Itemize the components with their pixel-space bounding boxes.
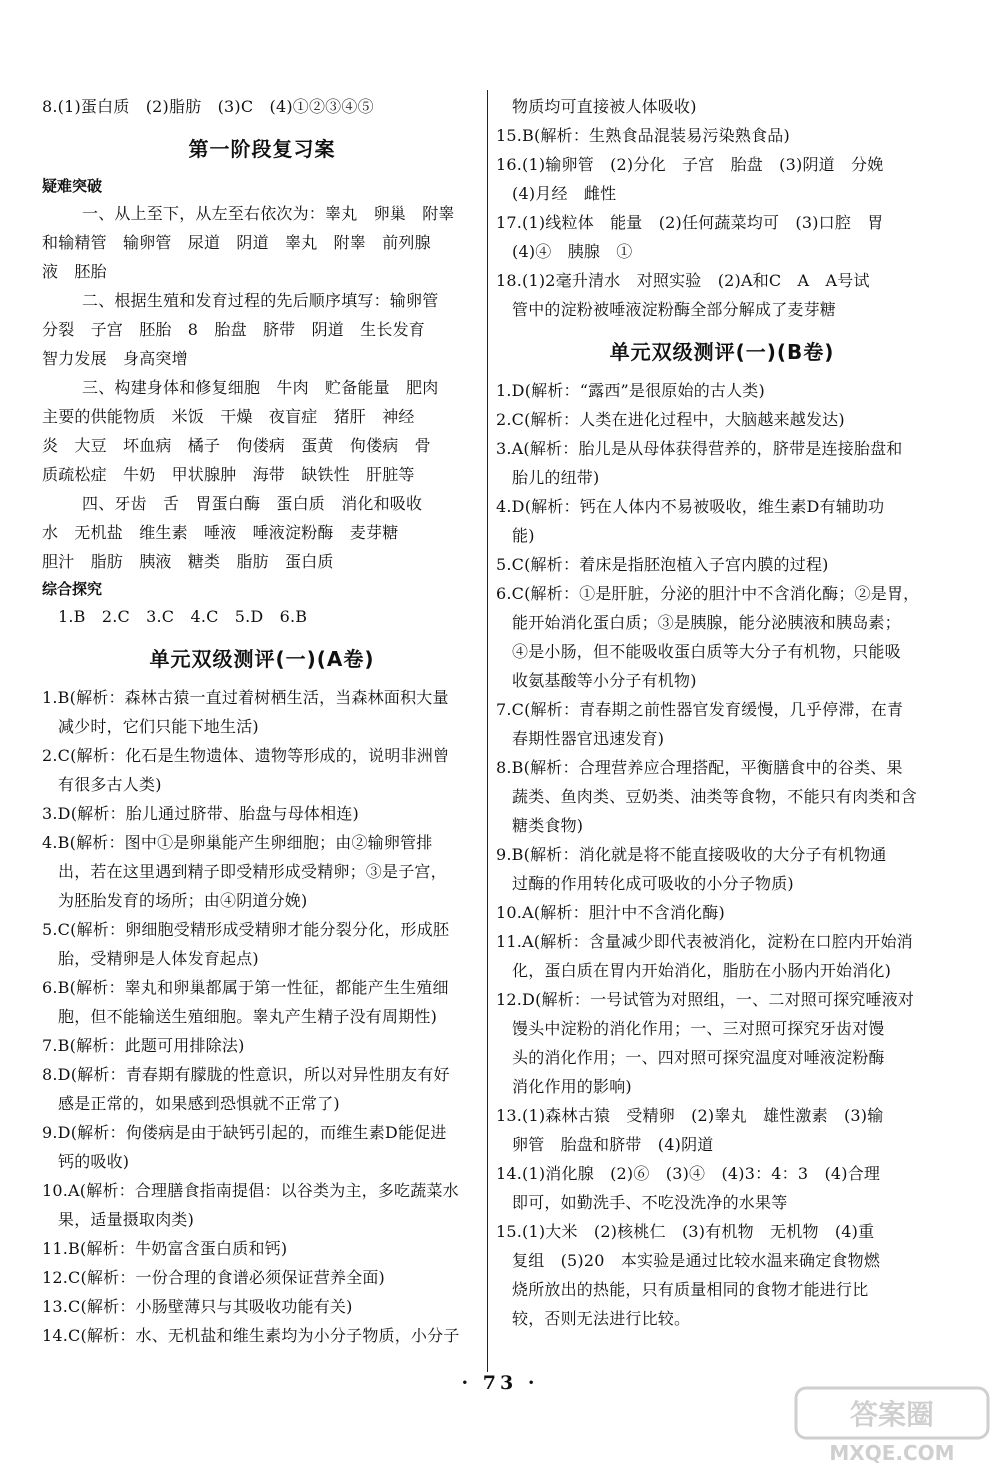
answer-line: 12.D(解析：一号试管为对照组，一、二对照可探究唾液对: [496, 990, 915, 1009]
answer-line: 过酶的作用转化成可吸收的小分子物质): [512, 874, 794, 893]
answer-line: 10.A(解析：合理膳食指南提倡：以谷类为主，多吃蔬菜水: [42, 1181, 459, 1200]
answer-line: 头的消化作用；一、四对照可探究温度对唾液淀粉酶: [512, 1048, 885, 1067]
answer-line: 3.D(解析：胎儿通过脐带、胎盘与母体相连): [42, 804, 359, 823]
svg-text:答案圈: 答案圈: [849, 1398, 935, 1431]
para3-line: 三、构建身体和修复细胞 牛肉 贮备能量 肥肉: [82, 378, 439, 397]
watermark-logo: [792, 1384, 992, 1466]
answer-line: (4)④ 胰腺 ①: [512, 242, 633, 261]
para4-line: 四、牙齿 舌 胃蛋白酶 蛋白质 消化和吸收: [82, 494, 423, 513]
para3-line: 质疏松症 牛奶 甲状腺肿 海带 缺铁性 肝脏等: [42, 465, 415, 484]
answer-line: 糖类食物): [512, 816, 584, 835]
answer-line: 能): [512, 526, 535, 545]
answer-line: 13.(1)森林古猿 受精卵 (2)睾丸 雄性激素 (3)输: [496, 1106, 884, 1125]
comprehensive-answers: 1.B 2.C 3.C 4.C 5.D 6.B: [58, 607, 308, 626]
answer-line: 2.C(解析：化石是生物遗体、遗物等形成的，说明非洲曾: [42, 746, 450, 765]
answer-line: 胎儿的纽带): [512, 468, 600, 487]
answer-line: 物质均可直接被人体吸收): [512, 97, 697, 116]
answer-line: 减少时，它们只能下地生活): [58, 717, 259, 736]
answer-q8: 8.(1)蛋白质 (2)脂肪 (3)C (4)①②③④⑤: [42, 97, 374, 116]
answer-line: 5.C(解析：卵细胞受精形成受精卵才能分裂分化，形成胚: [42, 920, 450, 939]
answer-line: 胞，但不能输送生殖细胞。睾丸产生精子没有周期性): [58, 1007, 438, 1026]
answer-line: 5.C(解析：着床是指胚泡植入子宫内膜的过程): [496, 555, 829, 574]
answer-line: 4.B(解析：图中①是卵巢能产生卵细胞；由②输卵管排: [42, 833, 433, 852]
answer-line: 馒头中淀粉的消化作用；一、三对照可探究牙齿对馒: [512, 1019, 885, 1038]
answer-line: 有很多古人类): [58, 775, 162, 794]
para4-line: 水 无机盐 维生素 唾液 唾液淀粉酶 麦芽糖: [42, 523, 399, 542]
section-title-unit-b: 单元双级测评(一)(B卷): [609, 340, 835, 364]
answer-line: 16.(1)输卵管 (2)分化 子宫 胎盘 (3)阴道 分娩: [496, 155, 884, 174]
answer-line: 化，蛋白质在胃内开始消化，脂肪在小肠内开始消化): [512, 961, 892, 980]
answer-line: 胎，受精卵是人体发育起点): [58, 949, 259, 968]
answer-line: 果，适量摄取肉类): [58, 1210, 195, 1229]
answer-line: 烧所放出的热能，只有质量相同的食物才能进行比: [512, 1280, 869, 1299]
answer-line: 15.(1)大米 (2)核桃仁 (3)有机物 无机物 (4)重: [496, 1222, 875, 1241]
para2-line: 智力发展 身高突增: [42, 349, 188, 368]
answer-line: 6.C(解析：①是肝脏，分泌的胆汁中不含消化酶；②是胃，: [496, 584, 920, 603]
subheading-comprehensive: 综合探究: [42, 580, 103, 598]
answer-line: 13.C(解析：小肠壁薄只与其吸收功能有关): [42, 1297, 353, 1316]
answer-line: 9.D(解析：佝偻病是由于缺钙引起的，而维生素D能促进: [42, 1123, 447, 1142]
page-number: · 73 ·: [461, 1372, 539, 1394]
subheading-difficulties: 疑难突破: [42, 177, 103, 195]
answer-line: 7.B(解析：此题可用排除法): [42, 1036, 245, 1055]
column-divider: [487, 90, 488, 1372]
answer-line: 7.C(解析：青春期之前性器官发育缓慢，几乎停滞，在青: [496, 700, 904, 719]
answer-line: 10.A(解析：胆汁中不含消化酶): [496, 903, 725, 922]
answer-line: 管中的淀粉被唾液淀粉酶全部分解成了麦芽糖: [512, 300, 837, 319]
para1-line: 液 胚胎: [42, 262, 107, 281]
answer-line: 15.B(解析：生熟食品混装易污染熟食品): [496, 126, 790, 145]
para3-line: 主要的供能物质 米饭 干燥 夜盲症 猪肝 神经: [42, 407, 415, 426]
answer-line: 1.B(解析：森林古猿一直过着树栖生活，当森林面积大量: [42, 688, 449, 707]
answer-line: 钙的吸收): [58, 1152, 130, 1171]
answer-line: 出，若在这里遇到精子即受精形成受精卵；③是子宫，: [58, 862, 447, 881]
answer-line: 6.B(解析：睾丸和卵巢都属于第一性征，都能产生生殖细: [42, 978, 449, 997]
answer-line: 蔬类、鱼肉类、豆奶类、油类等食物，不能只有肉类和含: [512, 787, 918, 806]
answer-line: 收氨基酸等小分子有机物): [512, 671, 697, 690]
answer-line: 为胚胎发育的场所；由④阴道分娩): [58, 891, 308, 910]
answer-line: 复组 (5)20 本实验是通过比较水温来确定食物燃: [512, 1251, 881, 1270]
answer-line: 17.(1)线粒体 能量 (2)任何蔬菜均可 (3)口腔 胃: [496, 213, 884, 232]
answer-line: ④是小肠，但不能吸收蛋白质等大分子有机物，只能吸: [512, 642, 901, 661]
section-title-unit-a: 单元双级测评(一)(A卷): [149, 647, 375, 671]
answer-line: 11.B(解析：牛奶富含蛋白质和钙): [42, 1239, 288, 1258]
answer-line: 春期性器官迅速发育): [512, 729, 665, 748]
para2-line: 分裂 子宫 胚胎 8 胎盘 脐带 阴道 生长发育: [42, 320, 425, 339]
para2-line: 二、根据生殖和发育过程的先后顺序填写：输卵管: [82, 291, 439, 310]
answer-line: 8.D(解析：青春期有朦胧的性意识，所以对异性朋友有好: [42, 1065, 450, 1084]
answer-line: 即可，如勤洗手、不吃没洗净的水果等: [512, 1193, 788, 1212]
answer-line: 感是正常的，如果感到恐惧就不正常了): [58, 1094, 340, 1113]
para1-line: 和输精管 输卵管 尿道 阴道 睾丸 附睾 前列腺: [42, 233, 431, 252]
answer-line: 14.(1)消化腺 (2)⑥ (3)④ (4)3：4：3 (4)合理: [496, 1164, 881, 1183]
para3-line: 炎 大豆 坏血病 橘子 佝偻病 蛋黄 佝偻病 骨: [42, 436, 431, 455]
answer-line: 2.C(解析：人类在进化过程中，大脑越来越发达): [496, 410, 845, 429]
answer-line: 12.C(解析：一份合理的食谱必须保证营养全面): [42, 1268, 385, 1287]
svg-text:MXQE.COM: MXQE.COM: [829, 1441, 955, 1465]
answer-line: 消化作用的影响): [512, 1077, 632, 1096]
answer-line: (4)月经 雌性: [512, 184, 617, 203]
answer-line: 14.C(解析：水、无机盐和维生素均为小分子物质，小分子: [42, 1326, 460, 1345]
answer-line: 1.D(解析：“露西”是很原始的古人类): [496, 381, 765, 400]
answer-line: 卵管 胎盘和脐带 (4)阴道: [512, 1135, 714, 1154]
section-title-review: 第一阶段复习案: [188, 137, 336, 161]
answer-line: 3.A(解析：胎儿是从母体获得营养的，脐带是连接胎盘和: [496, 439, 903, 458]
para4-line: 胆汁 脂肪 胰液 糖类 脂肪 蛋白质: [42, 552, 334, 571]
answer-line: 11.A(解析：含量减少即代表被消化，淀粉在口腔内开始消: [496, 932, 913, 951]
answer-line: 18.(1)2毫升清水 对照实验 (2)A和C A A号试: [496, 271, 870, 290]
para1-line: 一、从上至下，从左至右依次为：睾丸 卵巢 附睾: [82, 204, 455, 223]
answer-line: 4.D(解析：钙在人体内不易被吸收，维生素D有辅助功: [496, 497, 885, 516]
right-column: [496, 92, 948, 1333]
left-column: [42, 92, 482, 1350]
answer-line: 8.B(解析：合理营养应合理搭配，平衡膳食中的谷类、果: [496, 758, 903, 777]
answer-line: 9.B(解析：消化就是将不能直接吸收的大分子有机物通: [496, 845, 887, 864]
answer-line: 能开始消化蛋白质；③是胰腺，能分泌胰液和胰岛素；: [512, 613, 901, 632]
answer-line: 较，否则无法进行比较。: [512, 1309, 691, 1328]
